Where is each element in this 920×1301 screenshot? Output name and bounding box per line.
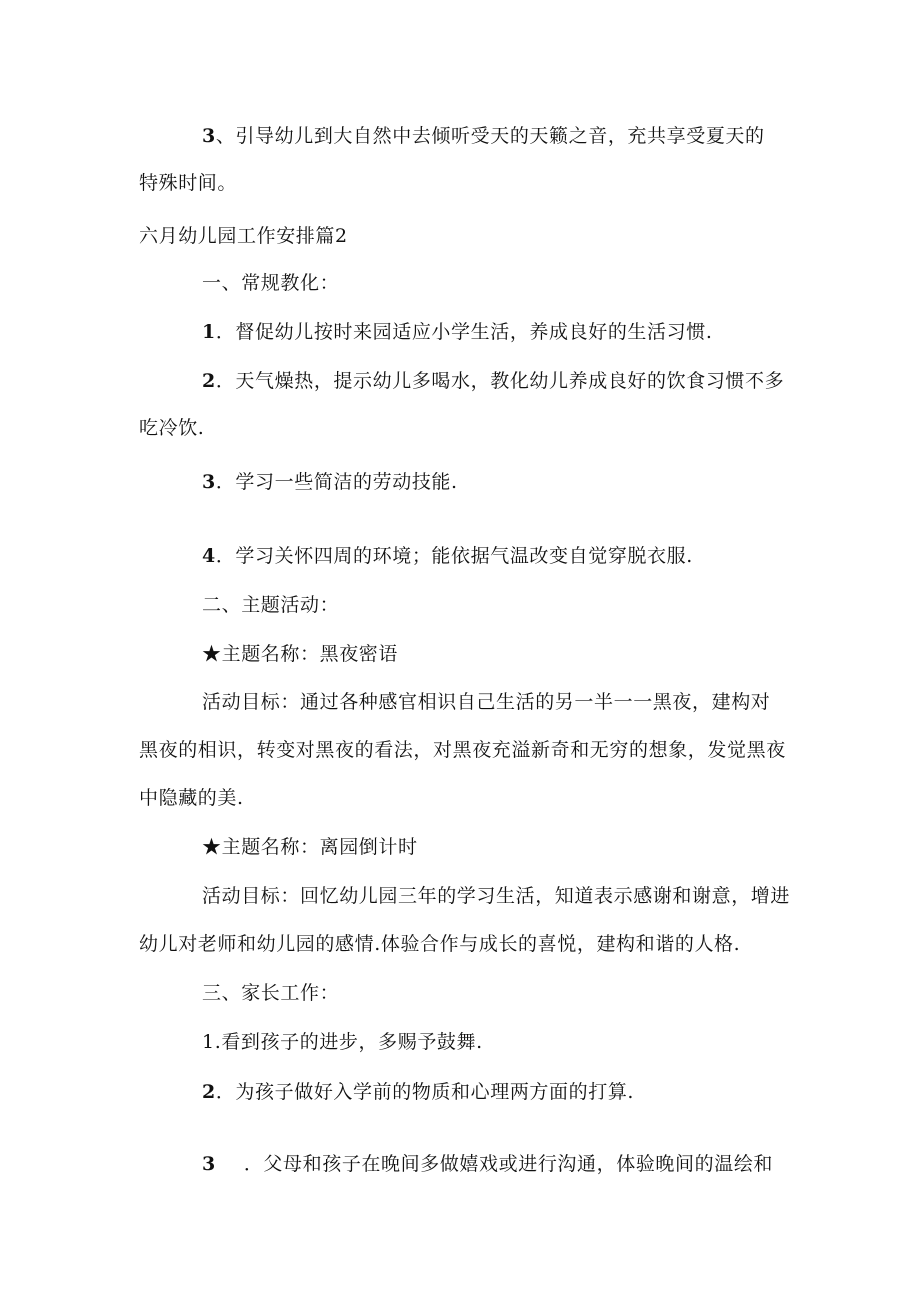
list-item-text: ．督促幼儿按时来园适应小学生活，养成良好的生活习惯. bbox=[215, 321, 713, 343]
goal-2-line-2: 幼儿对老师和幼儿园的感情.体验合作与成长的喜悦，建构和谐的人格. bbox=[139, 933, 741, 955]
paragraph-number: 3 bbox=[202, 125, 216, 147]
list-item-text: ．为孩子做好入学前的物质和心理两方面的打算. bbox=[215, 1081, 635, 1103]
paragraph-3-line-1 bbox=[0, 124, 920, 148]
list-item-text: ．学习关怀四周的环境；能依据气温改变自觉穿脱衣服. bbox=[215, 545, 693, 567]
section-2-title: 二、主题活动： bbox=[202, 594, 340, 616]
list-item-number: 4 bbox=[202, 545, 216, 567]
section-heading: 六月幼儿园工作安排篇2 bbox=[139, 225, 348, 247]
list-item-number: 3 bbox=[202, 1153, 216, 1175]
parent-item-3 bbox=[0, 1152, 920, 1176]
goal-1-line-3: 中隐藏的美. bbox=[139, 787, 244, 809]
parent-item-2 bbox=[0, 1080, 920, 1104]
list-item-number: 2 bbox=[202, 1081, 216, 1103]
paragraph-3-line-2: 特殊时间。 bbox=[139, 172, 238, 194]
section-1-title: 一、常规教化： bbox=[202, 272, 340, 294]
list-item-number: 3 bbox=[202, 471, 216, 493]
list-item-text: ．天气燥热，提示幼儿多喝水，教化幼儿养成良好的饮食习惯不多 bbox=[215, 370, 785, 392]
list-item-2-line-2: 吃冷饮. bbox=[139, 417, 205, 439]
list-item-number: 1 bbox=[202, 321, 216, 343]
list-item-text: ．父母和孩子在晚间多做嬉戏或进行沟通，体验晚间的温绘和 bbox=[243, 1153, 774, 1175]
list-item-4 bbox=[0, 544, 920, 568]
list-item-2-line-1 bbox=[0, 369, 920, 393]
paragraph-text: 、引导幼儿到大自然中去倾听受天的天籁之音，充共享受夏天的 bbox=[215, 125, 765, 147]
list-item-text: ．学习一些简洁的劳动技能. bbox=[215, 471, 458, 493]
section-3-title: 三、家长工作： bbox=[202, 982, 340, 1004]
theme-name-1: ★主题名称：黑夜密语 bbox=[202, 643, 399, 665]
goal-1-line-1: 活动目标：通过各种感官相识自己生活的另一半一一黑夜，建构对 bbox=[202, 691, 771, 713]
list-item-number: 2 bbox=[202, 370, 216, 392]
goal-1-line-2: 黑夜的相识，转变对黑夜的看法，对黑夜充溢新奇和无穷的想象，发觉黑夜 bbox=[139, 739, 786, 761]
parent-item-1: 1.看到孩子的进步，多赐予鼓舞. bbox=[202, 1031, 483, 1053]
list-item-3 bbox=[0, 470, 920, 494]
theme-name-2: ★主题名称：离园倒计时 bbox=[202, 836, 418, 858]
list-item-1 bbox=[0, 320, 920, 344]
goal-2-line-1: 活动目标：回忆幼儿园三年的学习生活，知道表示感谢和谢意，增进 bbox=[202, 885, 791, 907]
